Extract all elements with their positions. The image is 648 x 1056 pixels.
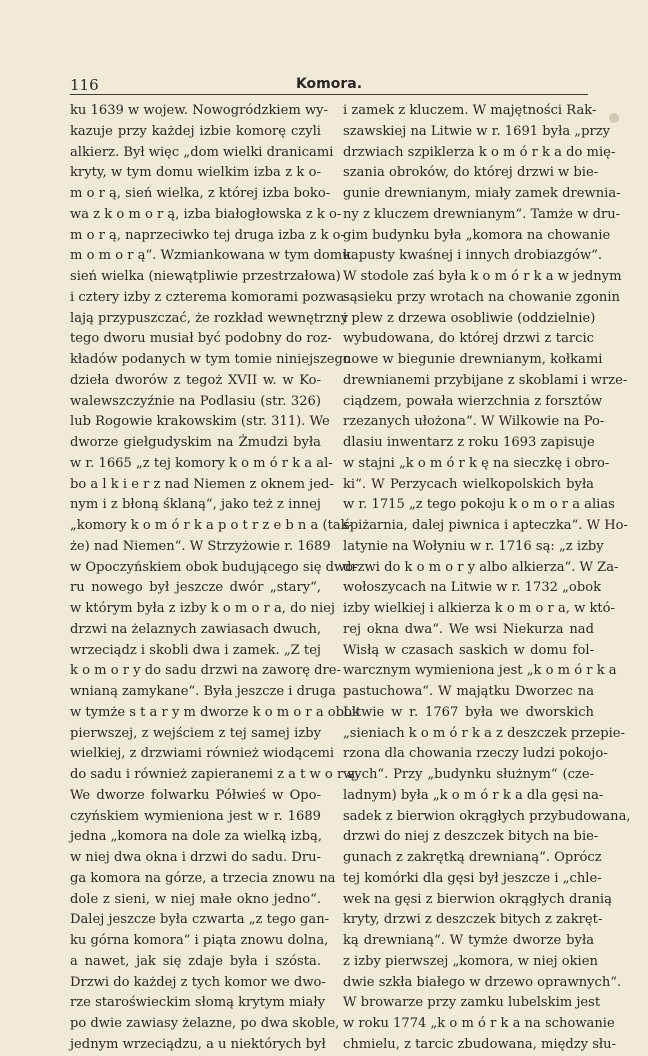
text-line: nowe w biegunie drewnianym, kołkami bbox=[343, 352, 603, 367]
text-line: szania obroków, do której drzwi w bie- bbox=[343, 165, 599, 181]
text-line: Wisłą w czasach saskich w domu fol- bbox=[343, 642, 594, 658]
text-line: kryty, w tym domu wielkim izba z k o- bbox=[70, 165, 321, 181]
text-line: chmielu, z tarcic zbudowana, między słu- bbox=[343, 1036, 617, 1052]
text-line: w niej dwa okna i drzwi do sadu. Dru- bbox=[70, 850, 321, 865]
text-line: W stodole zaś była k o m ó r k a w jednym bbox=[343, 269, 622, 284]
text-line: ga komora na górze, a trzecia znowu na bbox=[70, 870, 336, 886]
text-line: ciądzem, powała wierzchnia z forsztów bbox=[343, 393, 603, 409]
text-line: sadek z bierwion okrągłych przybudowana, bbox=[343, 808, 631, 824]
text-line: do sadu i również zapieranemi z a t w o r ą. bbox=[70, 767, 360, 782]
text-line: rej okna dwa“. We wsi Niekurza nad bbox=[343, 621, 594, 637]
text-line: drewnianemi przybijane z skoblami i wrze- bbox=[343, 372, 628, 388]
text-line: kryty, drzwi z deszczek bitych z zakręt- bbox=[343, 912, 603, 928]
text-line: izby wielkiej i alkierza k o m o r a, w któ- bbox=[343, 601, 615, 616]
text-line: bo a l k i e r z nad Niemen z oknem jed- bbox=[70, 476, 334, 492]
text-line: Drzwi do każdej z tych komor we dwo- bbox=[70, 974, 326, 990]
text-line: lub Rogowie krakowskim (str. 311). We bbox=[70, 414, 330, 430]
text-line: latynie na Wołyniu w r. 1716 są: „z izby bbox=[343, 538, 604, 554]
text-line: m o m o r ą“. Wzmiankowana w tym domu bbox=[70, 248, 351, 264]
text-line: wek na gęsi z bierwion okrągłych dranią bbox=[343, 891, 612, 907]
text-line: ką drewnianą“. W tymże dworze była bbox=[343, 933, 594, 948]
text-line: walewszczyźnie na Podlasiu (str. 326) bbox=[70, 393, 321, 409]
text-line: z izby pierwszej „komora, w niej okien bbox=[343, 953, 598, 969]
text-line: k o m o r y do sadu drzwi na zaworę dre- bbox=[70, 663, 341, 679]
text-line: m o r ą, sień wielka, z której izba boko- bbox=[70, 186, 331, 201]
text-line: warcznym wymieniona jest „k o m ó r k a bbox=[343, 663, 617, 679]
text-line: wrzeciądz i skobli dwa i zamek. „Z tej bbox=[70, 642, 321, 658]
text-line: ru nowego był jeszcze dwór „stary“, bbox=[70, 580, 321, 596]
text-line: wielkiej, z drzwiami również wiodącemi bbox=[70, 746, 335, 762]
text-line: ny z kluczem drewnianym“. Tamże w dru- bbox=[343, 206, 621, 222]
text-line: wnianą zamykane“. Była jeszcze i druga bbox=[70, 684, 336, 699]
text-line: w Opoczyńskiem obok budującego się dwo- bbox=[70, 559, 358, 575]
text-line: kapusty kwaśnej i innych drobiazgów“. bbox=[343, 248, 603, 264]
text-line: że) nad Niemen“. W Strzyżowie r. 1689 bbox=[70, 538, 331, 554]
text-line: sień wielka (niewątpliwie przestrzałowa) bbox=[70, 269, 341, 284]
text-line: nym i z błoną śklaną“, jako też z innej bbox=[70, 497, 321, 513]
text-line: „komory k o m ó r k a p o t r z e b n a (tak- bbox=[70, 518, 353, 533]
text-line: kazuje przy każdej izbie komorę czyli bbox=[70, 123, 321, 139]
text-line: m o r ą, naprzeciwko tej druga izba z k o- bbox=[70, 227, 345, 243]
text-line: rzona dla chowania rzeczy ludzi pokojo- bbox=[343, 746, 608, 762]
text-line: ki“. W Perzycach wielkopolskich była bbox=[343, 476, 594, 492]
text-line: a nawet, jak się zdaje była i szósta. bbox=[70, 953, 321, 969]
text-line: Dalej jeszcze była czwarta „z tego gan- bbox=[70, 912, 330, 928]
text-line: tego dworu musiał być podobny do roz- bbox=[70, 331, 332, 347]
text-line: lają przypuszczać, że rozkład wewnętrzny bbox=[70, 310, 349, 326]
text-line: kładów podanych w tym tomie niniejszego bbox=[70, 352, 351, 367]
text-line: czyńskiem wymieniona jest w r. 1689 bbox=[70, 808, 321, 824]
text-line: ku górna komora“ i piąta znowu dolna, bbox=[70, 933, 329, 948]
text-line: pierwszej, z wejściem z tej samej izby bbox=[70, 725, 321, 741]
text-line: dworze giełgudyskim na Żmudzi była bbox=[70, 435, 321, 450]
page-header bbox=[70, 74, 588, 96]
running-head: Komora. bbox=[295, 76, 363, 92]
text-line: drzwi na żelaznych zawiasach dwuch, bbox=[70, 621, 322, 637]
text-line: i cztery izby z czterema komorami pozwa- bbox=[70, 289, 349, 305]
text-line: „sieniach k o m ó r k a z deszczek przepie- bbox=[343, 725, 625, 741]
text-line: szawskiej na Litwie w r. 1691 była „przy bbox=[343, 123, 611, 139]
text-line: drzwi do niej z deszczek bitych na bie- bbox=[343, 829, 599, 845]
text-line: w r. 1715 „z tego pokoju k o m o r a alias bbox=[343, 497, 615, 513]
text-line: gim budynku była „komora na chowanie bbox=[343, 227, 611, 243]
text-line: dzieła dworów z tegoż XVII w. w Ko- bbox=[70, 372, 321, 388]
text-line: i zamek z kluczem. W majętności Rak- bbox=[343, 103, 597, 118]
text-line: wybudowana, do której drzwi z tarcic bbox=[343, 331, 594, 347]
text-line: gunach z zakrętką drewnianą“. Oprócz bbox=[343, 850, 602, 865]
text-line: i plew z drzewa osobliwie (oddzielnie) bbox=[343, 310, 596, 326]
text-line: pastuchowa“. W majątku Dworzec na bbox=[343, 684, 594, 699]
text-line: drzwi do k o m o r y albo alkierza“. W Za- bbox=[343, 559, 619, 575]
text-line: gunie drewnianym, miały zamek drewnia- bbox=[343, 186, 621, 201]
text-line: ladnym) była „k o m ó r k a dla gęsi na- bbox=[343, 787, 604, 803]
text-line: dole z sieni, w niej małe okno jedno“. bbox=[70, 891, 321, 907]
text-line: dwie szkła białego w drzewo oprawnych“. bbox=[343, 974, 622, 990]
text-line: sąsieku przy wrotach na chowanie zgonin bbox=[343, 289, 620, 305]
text-line: dlasiu inwentarz z roku 1693 zapisuje bbox=[343, 435, 595, 450]
text-line: We dworze folwarku Półwieś w Opo- bbox=[70, 787, 321, 803]
text-line: W browarze przy zamku lubelskim jest bbox=[343, 995, 601, 1011]
text-line: wołoszycach na Litwie w r. 1732 „obok bbox=[343, 580, 602, 596]
text-line: tej komórki dla gęsi był jeszcze i „chle- bbox=[343, 870, 602, 886]
text-line: jedna „komora na dole za wielką izbą, bbox=[70, 829, 323, 845]
right-column bbox=[343, 101, 631, 1056]
text-line: alkierz. Był więc „dom wielki dranicami bbox=[70, 144, 334, 160]
text-line: po dwie zawiasy żelazne, po dwa skoble, bbox=[70, 1016, 340, 1031]
text-line: w stajni „k o m ó r k ę na sieczkę i obro- bbox=[343, 455, 610, 471]
paper-stain bbox=[609, 113, 619, 123]
text-line: rzezanych ułożona“. W Wilkowie na Po- bbox=[343, 414, 605, 430]
text-line: w którym była z izby k o m o r a, do niej bbox=[70, 601, 335, 616]
text-line: ku 1639 w wojew. Nowogródzkiem wy- bbox=[70, 103, 328, 118]
text-line: śpiżarnia, dalej piwnica i apteczka“. W Ho- bbox=[343, 518, 628, 533]
text-line: wa z k o m o r ą, izba białogłowska z k o- bbox=[70, 206, 342, 222]
left-column bbox=[70, 101, 360, 1056]
text-line: Litwie w r. 1767 była we dworskich bbox=[343, 704, 594, 720]
text-line: w r. 1665 „z tej komory k o m ó r k a al- bbox=[70, 455, 333, 471]
text-line: wych“. Przy „budynku służnym“ (cze- bbox=[343, 767, 594, 782]
page-number: 116 bbox=[70, 76, 99, 94]
header-rule bbox=[70, 94, 588, 95]
text-line: jednym wrzeciądzu, a u niektórych był bbox=[70, 1036, 326, 1052]
text-line: drzwiach szpiklerza k o m ó r k a do mię- bbox=[343, 144, 616, 160]
text-line: rze staroświeckim słomą krytym miały bbox=[70, 995, 326, 1011]
text-line: w roku 1774 „k o m ó r k a na schowanie bbox=[343, 1016, 615, 1031]
text-line: w tymże s t a r y m dworze k o m o r a obok bbox=[70, 704, 360, 720]
